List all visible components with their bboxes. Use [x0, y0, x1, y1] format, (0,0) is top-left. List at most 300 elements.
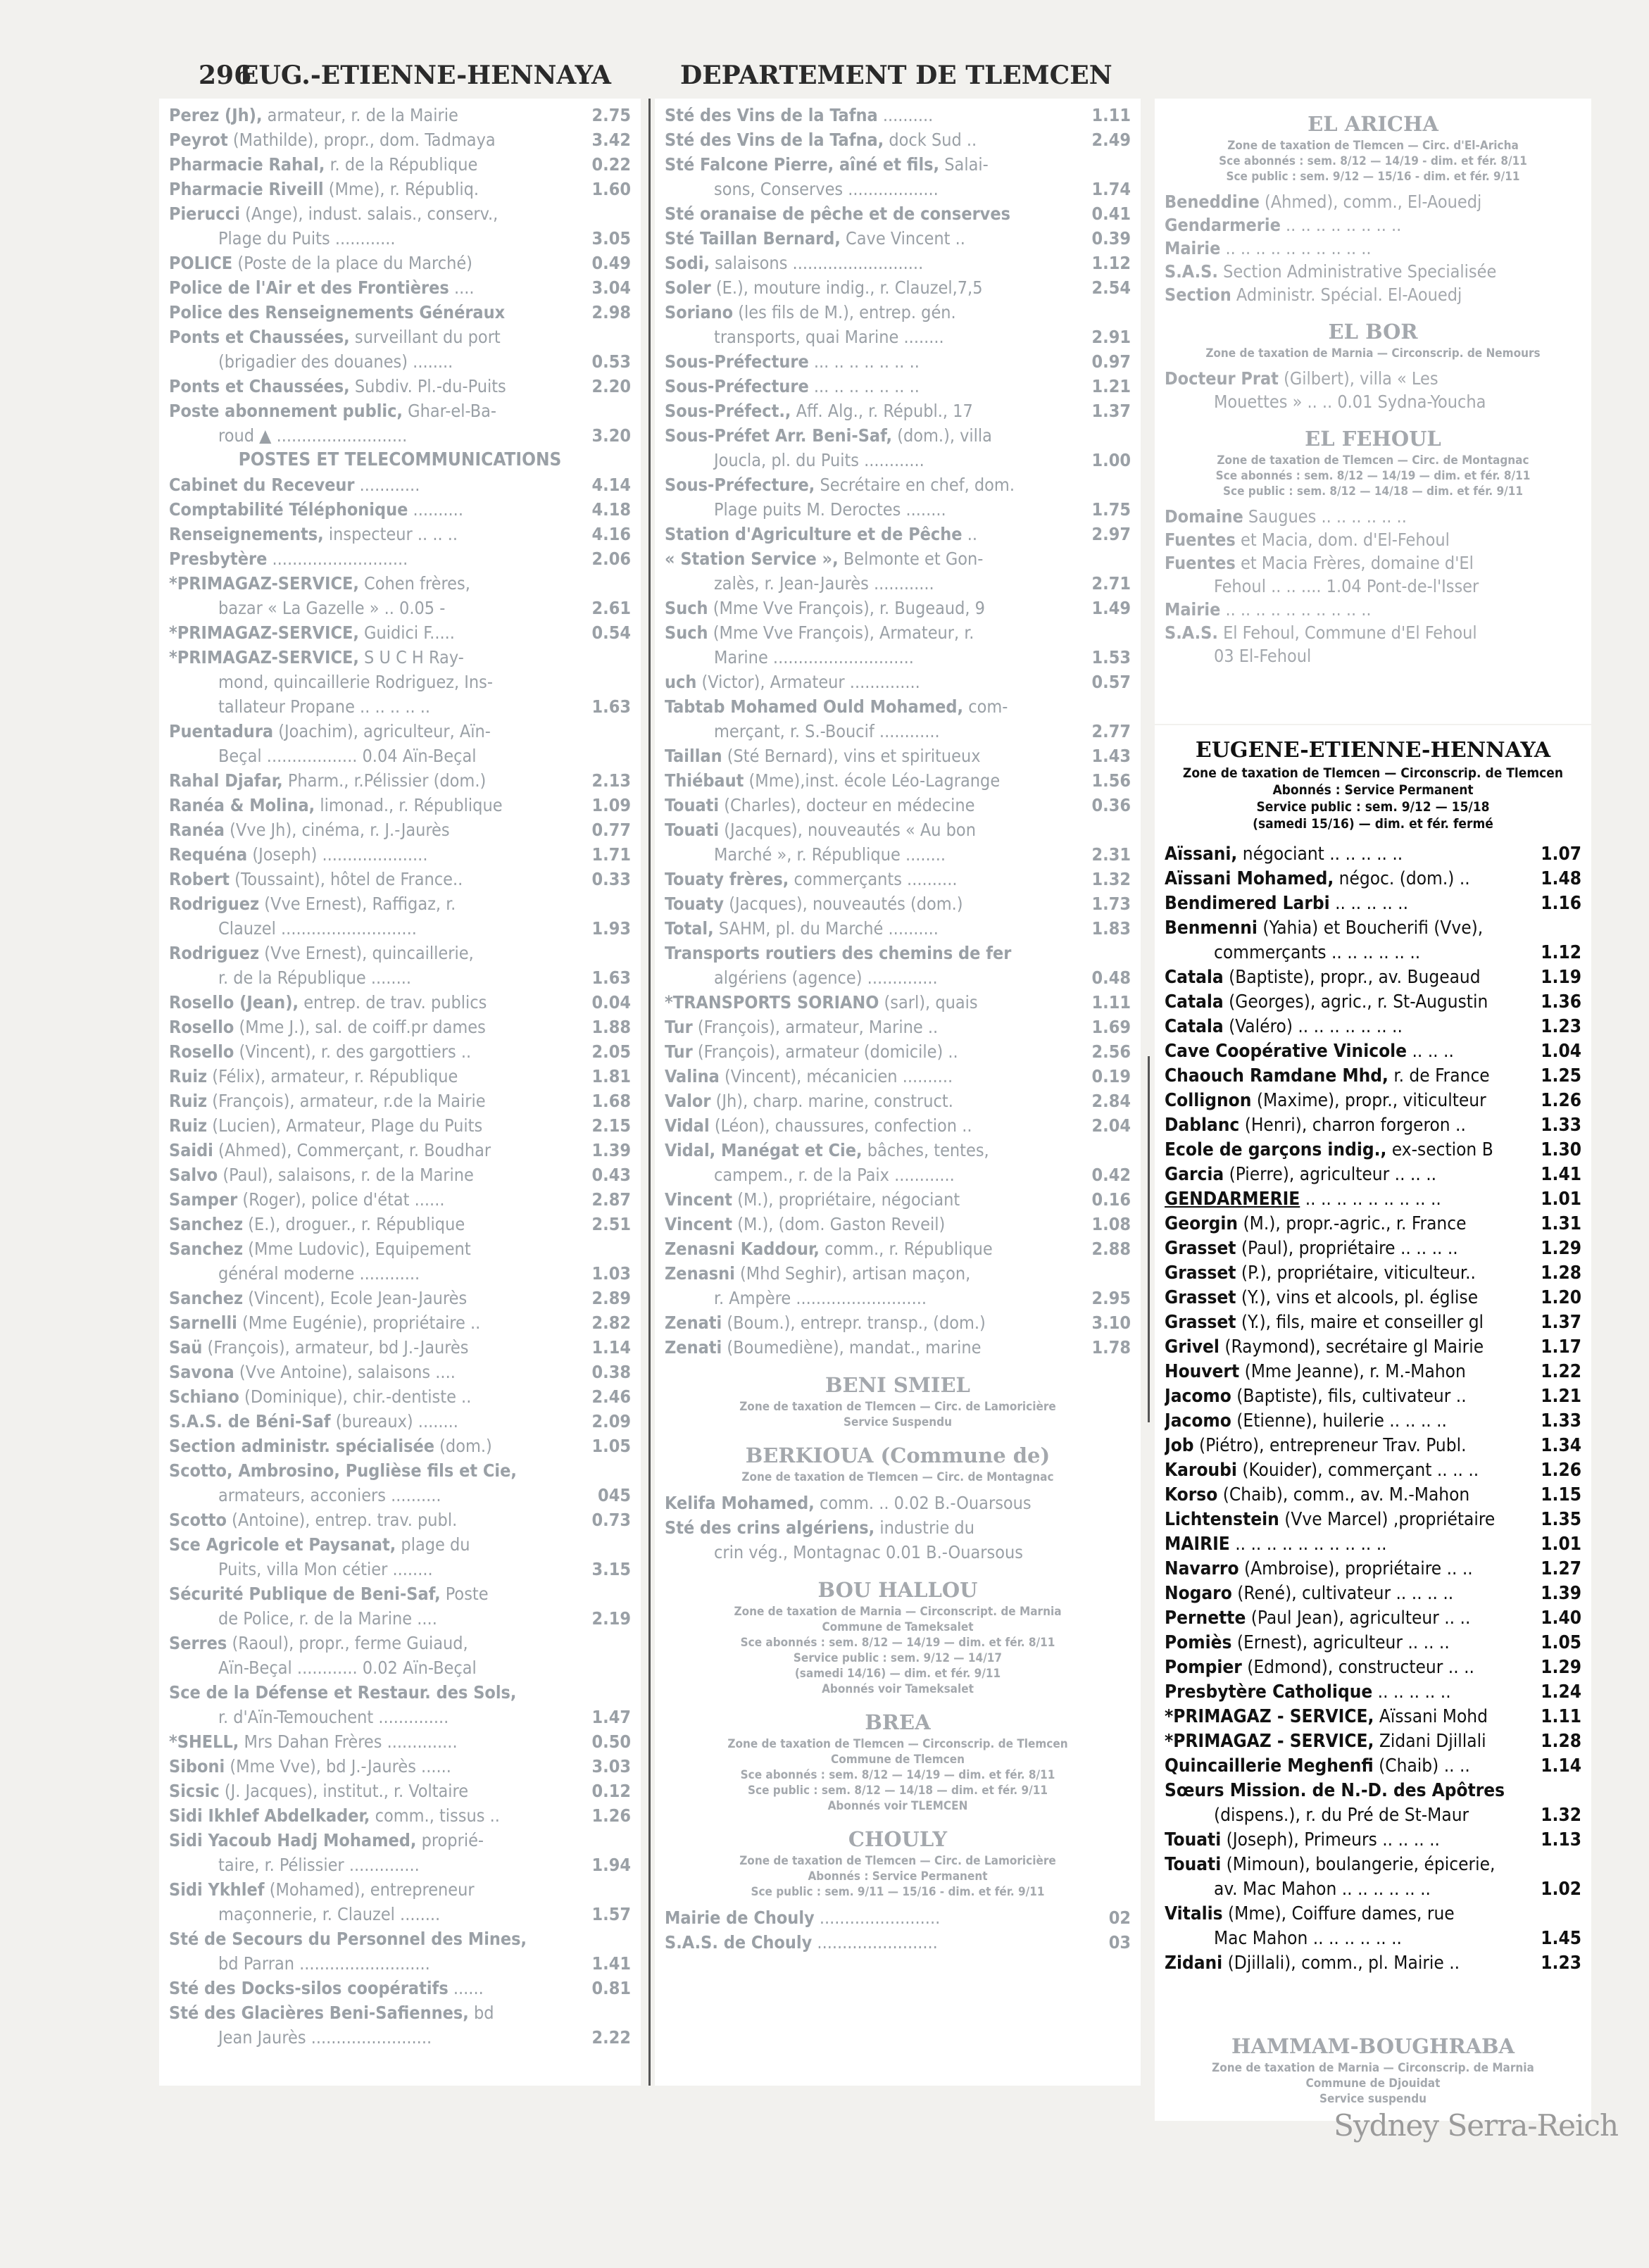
entry-name: Sce de la Défense et Restaur. des Sols,: [169, 1682, 517, 1703]
list-item: [665, 374, 1131, 399]
list-item: [169, 744, 631, 768]
entry-detail: ....: [453, 277, 475, 298]
entry-detail: (Edmond), constructeur .. ..: [1247, 1657, 1474, 1678]
list-item: [169, 1926, 631, 1951]
entry-name: Mairie de Chouly: [665, 1907, 815, 1928]
entry-detail: (Chaib) .. ..: [1379, 1755, 1470, 1777]
entry-detail: ..: [967, 524, 977, 544]
entry-detail: (Vve Jh), cinéma, r. J.-Jaurès: [230, 820, 450, 840]
entry-number: 1.75: [1088, 497, 1131, 522]
entry-name: Job: [1165, 1435, 1194, 1456]
entry-name: *PRIMAGAZ - SERVICE,: [1165, 1706, 1374, 1727]
locality-section: [655, 1825, 1141, 1900]
entry-name: Vidal, Manégat et Cie,: [665, 1140, 863, 1160]
entry-number: 0.49: [588, 251, 632, 275]
list-item: [169, 719, 631, 744]
entry-name: Gendarmerie: [1165, 215, 1281, 235]
entry-number: 2.19: [588, 1606, 632, 1631]
entry-number: 1.02: [1536, 1877, 1581, 1902]
entry-name: Sté des Vins de la Tafna,: [665, 130, 884, 150]
list-item: [1165, 390, 1581, 413]
entry-name: Sarnelli: [169, 1312, 237, 1333]
entry-detail: salaisons ..........................: [715, 253, 924, 273]
list-item: [169, 1039, 631, 1064]
list-item: [665, 817, 1131, 842]
entry-detail: crin vég., Montagnac 0.01 B.-Ouarsous: [714, 1542, 1023, 1562]
list-item: [1165, 1064, 1581, 1089]
list-item: [1165, 1409, 1581, 1434]
entry-detail: Plage du Puits ............: [218, 228, 396, 249]
entry-name: Puentadura: [169, 721, 274, 741]
entry-name: Zenati: [665, 1337, 722, 1358]
entry-name: Renseignements,: [169, 524, 324, 544]
list-item: [1165, 941, 1581, 965]
entry-detail: industrie du: [879, 1517, 974, 1538]
entry-name: Sous-Préfect.,: [665, 401, 791, 421]
entry-detail: (dom.), villa: [897, 425, 992, 446]
entry-number: 1.48: [1536, 867, 1581, 891]
list-item: [169, 941, 631, 965]
entry-number: 0.73: [588, 1508, 632, 1532]
entry-detail: algériens (agence) ..............: [714, 967, 938, 988]
list-item: [1165, 190, 1581, 213]
entry-number: 1.20: [1536, 1286, 1581, 1310]
entry-detail: (Henri), charron forgeron ..: [1244, 1115, 1466, 1136]
entry-detail: Section Administrative Specialisée: [1223, 261, 1497, 282]
entry-number: 4.18: [588, 497, 632, 522]
entry-number: 0.39: [1088, 226, 1131, 251]
entry-name: Sté des Glacières Beni-Safiennes,: [169, 2003, 469, 2023]
list-item: [169, 325, 631, 349]
list-item: [1165, 1606, 1581, 1631]
locality-info-line: Zone de taxation de Tlemcen — Circonscrip. de Tlemcen: [1182, 765, 1564, 781]
entry-name: Grasset: [1165, 1312, 1236, 1333]
locality-info-line: Service Suspendu: [844, 1415, 952, 1429]
entry-number: 0.43: [588, 1163, 632, 1187]
entry-number: 2.05: [588, 1039, 632, 1064]
list-item: [169, 694, 631, 719]
entry-detail: (Lucien), Armateur, Plage du Puits: [212, 1115, 483, 1136]
list-item: [169, 1581, 631, 1606]
entry-detail: .. .. .. .. .. .. .. .. .. ..: [1225, 238, 1372, 258]
list-item: [665, 448, 1131, 472]
entry-number: 1.63: [588, 694, 632, 719]
list-item: [1165, 598, 1581, 621]
entry-detail: SAHM, pl. du Marché ..........: [718, 918, 939, 939]
list-item: [1165, 1532, 1581, 1557]
entry-detail: (Félix), armateur, r. République: [212, 1066, 458, 1086]
entry-number: 1.94: [588, 1853, 632, 1877]
entry-number: 0.41: [1088, 201, 1131, 226]
list-item: [665, 251, 1131, 275]
entry-number: 2.97: [1088, 522, 1131, 546]
entry-number: 2.88: [1088, 1236, 1131, 1261]
entry-name: Rosello: [169, 1041, 234, 1062]
entry-number: 3.20: [588, 423, 632, 448]
entry-name: Pompier: [1165, 1657, 1242, 1678]
locality-info-line: Zone de taxation de Tlemcen — Circ. de Lamoricière: [739, 1854, 1056, 1868]
entry-name: Touati: [665, 795, 720, 815]
list-item: [1165, 1360, 1581, 1384]
locality-info-line: Zone de taxation de Marnia — Circonscript. de Marnia: [734, 1605, 1062, 1619]
entry-detail: .. .. .. .. .. .. .. .. .. ..: [1235, 1534, 1387, 1555]
list-item: [665, 719, 1131, 744]
entry-number: 2.49: [1088, 127, 1131, 152]
entry-name: Ranéa: [169, 820, 225, 840]
entry-detail: maçonnerie, r. Clauzel ........: [218, 1904, 441, 1924]
entry-detail: armateur, r. de la Mairie: [267, 105, 458, 125]
entry-detail: (Mme Ludovic), Equipement: [248, 1239, 471, 1259]
entry-name: GENDARMERIE: [1165, 1189, 1300, 1210]
entry-name: Sté oranaise de pêche et de conserves: [665, 203, 1010, 224]
entry-number: 1.73: [1088, 891, 1131, 916]
entry-name: Such: [665, 598, 708, 618]
entry-detail: (brigadier des douanes) ........: [218, 351, 453, 372]
list-item: [665, 226, 1131, 251]
entry-detail: (Ambroise), propriétaire .. ..: [1243, 1558, 1473, 1579]
entry-detail: (Mhd Seghir), artisan maçon,: [740, 1263, 971, 1284]
list-item: [169, 1089, 631, 1113]
entry-detail: (Raoul), propr., ferme Guiaud,: [232, 1633, 468, 1653]
entry-name: Samper: [169, 1189, 238, 1210]
entry-number: 2.06: [588, 546, 632, 571]
entry-detail: ..........: [882, 105, 934, 125]
entry-number: 1.78: [1088, 1335, 1131, 1360]
entry-name: Pierucci: [169, 203, 240, 224]
entry-name: Vidal: [665, 1115, 710, 1136]
entry-detail: (Y.), vins et alcools, pl. église: [1241, 1287, 1479, 1308]
entry-detail: bâches, tentes,: [867, 1140, 989, 1160]
entry-detail: transports, quai Marine ........: [714, 327, 944, 347]
entry-name: Touati: [1165, 1854, 1222, 1875]
entry-number: 1.41: [1536, 1163, 1581, 1187]
locality-info-line: Abonnés voir Tameksalet: [822, 1682, 974, 1696]
locality-section: [655, 1371, 1141, 1430]
entry-number: 0.57: [1088, 670, 1131, 694]
entry-name: Comptabilité Téléphonique: [169, 499, 408, 520]
list-item: [1165, 842, 1581, 867]
list-item: [665, 152, 1131, 177]
entry-name: Sodi,: [665, 253, 710, 273]
entry-number: 0.54: [588, 620, 632, 645]
entry-number: 1.31: [1536, 1212, 1581, 1236]
locality-info-line: Zone de taxation de Marnia — Circonscrip. de Marnia: [1212, 2061, 1534, 2075]
entry-name: « Station Service »,: [665, 549, 839, 569]
list-item: [1165, 1286, 1581, 1310]
list-item: [1165, 1138, 1581, 1163]
list-item: [169, 1705, 631, 1729]
entry-detail: (François), armateur, Marine ..: [697, 1017, 939, 1037]
entry-name: Sidi Ikhlef Abdelkader,: [169, 1805, 370, 1826]
directory-list: [1155, 832, 1591, 1976]
entry-number: 0.19: [1088, 1064, 1131, 1089]
entry-name: Scotto: [169, 1510, 227, 1530]
entry-number: 1.05: [1536, 1631, 1581, 1655]
entry-name: Sous-Préfecture,: [665, 475, 815, 495]
list-item: [665, 1163, 1131, 1187]
list-item: [665, 1905, 1131, 1930]
entry-detail: (P.), propriétaire, viticulteur..: [1241, 1263, 1476, 1284]
entry-name: Requéna: [169, 844, 248, 865]
locality-title: EUG.-ETIENNE-HENNAYA: [239, 61, 611, 90]
entry-name: Rodriguez: [169, 943, 260, 963]
entry-detail: (Baptiste), fils, cultivateur ..: [1236, 1386, 1467, 1407]
list-item: [169, 1163, 631, 1187]
entry-name: Catala: [1165, 967, 1224, 988]
list-item: [665, 670, 1131, 694]
entry-name: Garcia: [1165, 1164, 1224, 1185]
entry-number: 2.84: [1088, 1089, 1131, 1113]
entry-number: 1.26: [1536, 1458, 1581, 1483]
entry-detail: (Antoine), entrep. trav. publ.: [232, 1510, 458, 1530]
entry-detail: comm. .. 0.02 B.-Ouarsous: [819, 1493, 1032, 1513]
list-item: [169, 1951, 631, 1976]
entry-name: Rahal Djafar,: [169, 770, 283, 791]
entry-detail: (E.), mouture indig., r. Clauzel,7,5: [715, 277, 983, 298]
locality-title: BENI SMIEL: [825, 1373, 970, 1397]
list-item: [665, 990, 1131, 1015]
entry-name: Sce Agricole et Paysanat,: [169, 1534, 396, 1555]
entry-name: Poste abonnement public,: [169, 401, 403, 421]
entry-name: Grivel: [1165, 1336, 1219, 1358]
entry-name: Karoubi: [1165, 1460, 1237, 1481]
entry-name: Navarro: [1165, 1558, 1239, 1579]
locality-section: [655, 1441, 1141, 1485]
entry-number: 2.56: [1088, 1039, 1131, 1064]
list-item: [169, 1902, 631, 1926]
entry-detail: (Kouider), commerçant .. .. ..: [1242, 1460, 1479, 1481]
list-item: [169, 670, 631, 694]
entry-name: Rodriguez: [169, 894, 260, 914]
entry-name: Bendimered Larbi: [1165, 893, 1330, 914]
entry-detail: (François), armateur (domicile) ..: [697, 1041, 958, 1062]
entry-detail: (Mimoun), boulangerie, épicerie,: [1226, 1854, 1496, 1875]
locality-info-line: Service suspendu: [1319, 2092, 1427, 2106]
entry-detail: négoc. (dom.) ..: [1338, 868, 1470, 889]
locality-info-line: Commune de Tlemcen: [830, 1753, 965, 1767]
entry-number: 2.82: [588, 1310, 632, 1335]
list-item: [169, 793, 631, 817]
entry-detail: ......: [453, 1978, 484, 1998]
locality-section: [1155, 425, 1591, 499]
entry-number: 3.04: [588, 275, 632, 300]
list-item: [169, 1631, 631, 1655]
entry-detail: .. .. .. .. .. .. .. .. .. ..: [1225, 599, 1372, 620]
entry-detail: (dispens.), r. du Pré de St-Maur: [1214, 1805, 1469, 1826]
entry-number: 4.16: [588, 522, 632, 546]
entry-detail: (Joachim), agriculteur, Aïn-: [278, 721, 491, 741]
entry-detail: 03 El-Fehoul: [1214, 646, 1312, 666]
entry-detail: (Georges), agric., r. St-Augustin: [1229, 991, 1488, 1013]
list-item: [169, 399, 631, 423]
locality-info-line: Zone de taxation de Tlemcen — Circ. de Montagnac: [741, 1470, 1054, 1484]
locality-info-line: Abonnés voir TLEMCEN: [827, 1799, 968, 1813]
entry-detail: (Poste de la place du Marché): [237, 253, 472, 273]
entry-number: 2.54: [1088, 275, 1131, 300]
entry-detail: (Paul Jean), agriculteur .. ..: [1250, 1608, 1471, 1629]
list-item: [1165, 867, 1581, 891]
entry-detail: (Piétro), entrepreneur Trav. Publ.: [1198, 1435, 1467, 1456]
entry-detail: (Ernest), agriculteur .. .. ..: [1236, 1632, 1450, 1653]
list-item: [169, 251, 631, 275]
entry-name: Rosello: [169, 1017, 234, 1037]
entry-name: Cave Coopérative Vinicole: [1165, 1041, 1407, 1062]
entry-detail: tallateur Propane .. .. .. .. ..: [218, 696, 431, 717]
entry-number: 0.22: [588, 152, 632, 177]
entry-number: 1.28: [1536, 1729, 1581, 1754]
entry-name: Cabinet du Receveur: [169, 475, 355, 495]
entry-number: 1.26: [588, 1803, 632, 1828]
list-item: [1165, 1557, 1581, 1581]
entry-name: *PRIMAGAZ - SERVICE,: [1165, 1731, 1374, 1752]
entry-detail: Aïn-Beçal ............ 0.02 Aïn-Beçal: [218, 1658, 477, 1678]
entry-number: 2.13: [588, 768, 632, 793]
entry-detail: (Valéro) .. .. .. .. .. .. ..: [1229, 1016, 1403, 1037]
entry-detail: Ghar-el-Ba-: [408, 401, 497, 421]
entry-number: 2.71: [1088, 571, 1131, 596]
entry-detail: Cohen frères,: [364, 573, 470, 594]
entry-name: S.A.S.: [1165, 622, 1218, 643]
list-item: [665, 571, 1131, 596]
entry-number: 1.13: [1536, 1828, 1581, 1853]
entry-name: Pomiès: [1165, 1632, 1232, 1653]
entry-number: 1.68: [588, 1089, 632, 1113]
entry-number: 1.41: [588, 1951, 632, 1976]
entry-detail: (Chaib), comm., av. M.-Mahon: [1222, 1484, 1470, 1505]
entry-detail: (Ange), indust. salais., conserv.,: [245, 203, 499, 224]
entry-name: Chaouch Ramdane Mhd,: [1165, 1065, 1388, 1086]
list-item: [1165, 1163, 1581, 1187]
list-item: [169, 1532, 631, 1557]
entry-number: 1.03: [588, 1261, 632, 1286]
entry-number: 1.00: [1088, 448, 1131, 472]
list-item: [169, 127, 631, 152]
entry-number: 0.33: [588, 867, 632, 891]
entry-number: 1.07: [1536, 842, 1581, 867]
entry-detail: comm., r. République: [824, 1239, 993, 1259]
locality-title: BREA: [865, 1710, 931, 1734]
list-item: [169, 596, 631, 620]
entry-number: 1.23: [1536, 1015, 1581, 1039]
entry-name: Tur: [665, 1017, 693, 1037]
list-item: [169, 768, 631, 793]
locality-info-line: Sce public : sem. 8/12 — 14/18 — dim. et fér. 9/11: [747, 1784, 1048, 1798]
list-item: [665, 1113, 1131, 1138]
entry-name: Vincent: [665, 1189, 733, 1210]
entry-number: 1.83: [1088, 916, 1131, 941]
entry-name: Fuentes: [1165, 553, 1236, 573]
locality-title: CHOULY: [848, 1827, 948, 1851]
entry-number: 1.04: [1536, 1039, 1581, 1064]
entry-detail: (dom.): [439, 1436, 492, 1456]
list-item: [665, 1261, 1131, 1286]
entry-number: 1.11: [1088, 990, 1131, 1015]
list-item: [665, 891, 1131, 916]
entry-number: 2.91: [1088, 325, 1131, 349]
entry-detail: armateurs, acconiers ..........: [218, 1485, 441, 1505]
entry-detail: ..........: [413, 499, 463, 520]
entry-name: Houvert: [1165, 1361, 1240, 1382]
entry-number: 0.53: [588, 349, 632, 374]
list-item: [1165, 505, 1581, 528]
entry-number: 1.09: [588, 793, 632, 817]
list-item: [665, 1540, 1131, 1565]
list-item: [169, 1384, 631, 1409]
entry-name: *SHELL,: [169, 1731, 239, 1752]
locality-info-line: Abonnés : Service Permanent: [1272, 782, 1474, 798]
entry-detail: Aff. Alg., r. Républ., 17: [796, 401, 973, 421]
entry-number: 1.28: [1536, 1261, 1581, 1286]
entry-detail: (Vve Ernest), Raffigaz, r.: [264, 894, 456, 914]
list-item: [1165, 213, 1581, 237]
entry-number: 2.22: [588, 2025, 632, 2050]
entry-number: 1.37: [1088, 399, 1131, 423]
entry-name: Ruiz: [169, 1066, 208, 1086]
entry-number: 0.16: [1088, 1187, 1131, 1212]
entry-detail: (Boum.), entrepr. transp., (dom.): [727, 1312, 986, 1333]
entry-detail: (Boumediène), mandat., marine: [727, 1337, 982, 1358]
entry-name: Siboni: [169, 1756, 225, 1777]
entry-detail: inspecteur .. .. ..: [328, 524, 458, 544]
list-item: [169, 1483, 631, 1508]
list-item: [665, 300, 1131, 325]
list-item: [169, 817, 631, 842]
entry-detail: bd: [473, 2003, 494, 2023]
list-item: [1165, 1779, 1581, 1803]
entry-detail: r. de la République ........: [218, 967, 411, 988]
entry-number: 1.05: [588, 1434, 632, 1458]
list-item: [169, 1409, 631, 1434]
entry-number: 1.21: [1088, 374, 1131, 399]
entry-name: Serres: [169, 1633, 227, 1653]
entry-name: Valor: [665, 1091, 711, 1111]
list-item: [169, 645, 631, 670]
list-item: [169, 546, 631, 571]
entry-detail: Mac Mahon .. .. .. .. .. ..: [1214, 1928, 1402, 1949]
entry-detail: Saugues .. .. .. .. .. ..: [1248, 506, 1407, 527]
entry-number: 3.10: [1088, 1310, 1131, 1335]
entry-detail: (Djillali), comm., pl. Mairie ..: [1227, 1953, 1460, 1974]
entry-name: Sidi Ykhlef: [169, 1879, 265, 1900]
entry-detail: Belmonte et Gon-: [843, 549, 984, 569]
list-item: [1165, 1212, 1581, 1236]
entry-number: 2.95: [1088, 1286, 1131, 1310]
locality-info-line: Sce public : sem. 8/12 — 14/18 — dim. et fér. 9/11: [1222, 484, 1523, 499]
entry-number: 0.42: [1088, 1163, 1131, 1187]
entry-number: 1.16: [1536, 891, 1581, 916]
list-item: [169, 472, 631, 497]
entry-detail: (Ahmed), Commerçant, r. Boudhar: [218, 1140, 491, 1160]
entry-name: MAIRIE: [1165, 1534, 1230, 1555]
entry-detail: (Raymond), secrétaire gl Mairie: [1224, 1336, 1484, 1358]
entry-number: 1.22: [1536, 1360, 1581, 1384]
entry-name: Quincaillerie Meghenfi: [1165, 1755, 1374, 1777]
list-item: [1165, 1384, 1581, 1409]
entry-detail: zalès, r. Jean-Jaurès ............: [714, 573, 934, 594]
entry-detail: (Maxime), propr., viticulteur: [1256, 1090, 1486, 1111]
entry-name: Grasset: [1165, 1263, 1236, 1284]
entry-name: Sté Taillan Bernard,: [665, 228, 841, 249]
entry-name: Vitalis: [1165, 1903, 1223, 1924]
locality-info-line: Abonnés : Service Permanent: [808, 1869, 988, 1884]
entry-name: *TRANSPORTS SORIANO: [665, 992, 879, 1013]
entry-detail: ........................: [819, 1907, 941, 1928]
entry-detail: (Y.), fils, maire et conseiller gl: [1241, 1312, 1484, 1333]
list-item: [1165, 551, 1581, 575]
entry-name: Taillan: [665, 746, 722, 766]
entry-name: *PRIMAGAZ-SERVICE,: [169, 647, 359, 668]
entry-name: S.A.S. de Béni-Saf: [169, 1411, 331, 1431]
